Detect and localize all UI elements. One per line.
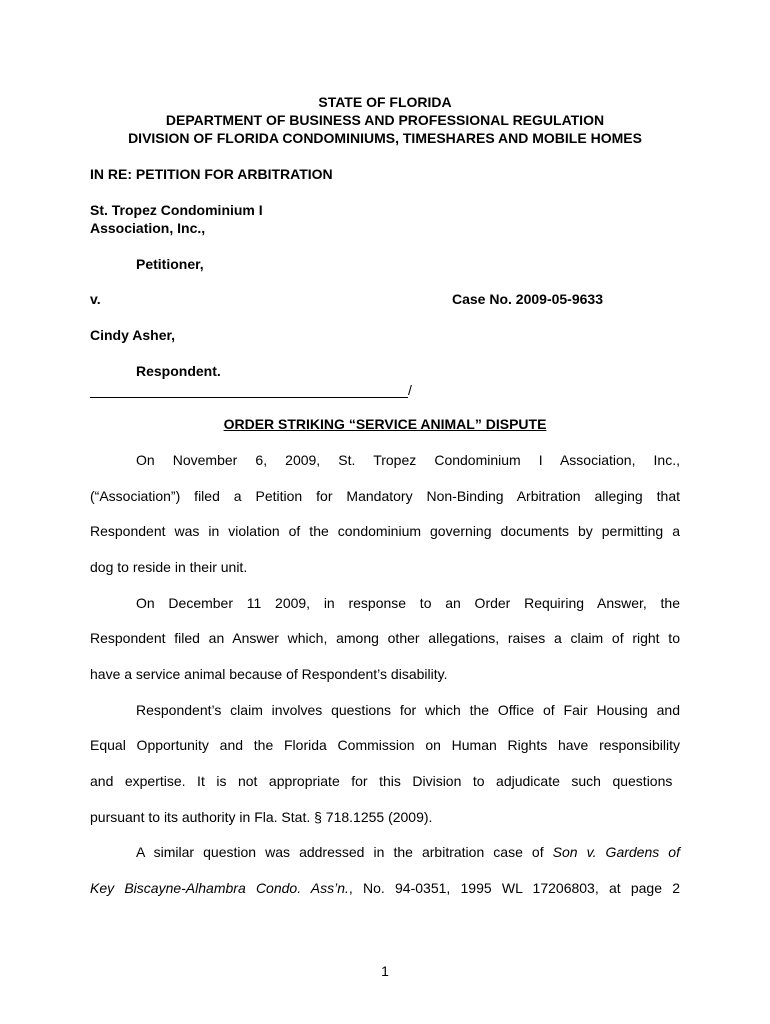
p4-line1-text: A similar question was addressed in the arbitration case of [136, 844, 553, 860]
order-title: ORDER STRIKING “SERVICE ANIMAL” DISPUTE [223, 416, 547, 432]
p1-line2: (“Association”) filed a Petition for Mandatory Non-Binding Arbitration alleging that [90, 488, 680, 504]
p2-line1: On December 11 2009, in response to an Order Requiring Answer, the [136, 595, 680, 611]
header-state: STATE OF FLORIDA [318, 94, 452, 110]
caption-rule [90, 397, 408, 398]
p3-line2: Equal Opportunity and the Florida Commission on Human Rights have responsibility [90, 737, 680, 753]
p2-line3: have a service animal because of Respondent’s disability. [90, 666, 448, 682]
respondent-role: Respondent. [136, 363, 221, 379]
respondent-name: Cindy Asher, [90, 327, 176, 343]
petitioner-name-line1: St. Tropez Condominium I [90, 202, 263, 218]
p1-line3: Respondent was in violation of the condominium governing documents by permitting a [90, 523, 680, 539]
page-number: 1 [381, 963, 389, 979]
p4-line1 [136, 844, 680, 861]
p1-line4: dog to reside in their unit. [90, 559, 248, 575]
p1-line1: On November 6, 2009, St. Tropez Condominium I Association, Inc., [136, 452, 680, 468]
p4-line2-case-name: Key Biscayne-Alhambra Condo. Ass’n. [90, 880, 349, 896]
p4-line2 [90, 880, 680, 897]
petitioner-name-line2: Association, Inc., [90, 220, 206, 236]
caption-slash: / [408, 382, 412, 398]
header-department: DEPARTMENT OF BUSINESS AND PROFESSIONAL REGULATION [165, 112, 605, 128]
p3-line1: Respondent’s claim involves questions for which the Office of Fair Housing and [136, 702, 680, 718]
p3-line3: and expertise. It is not appropriate for this Division to adjudicate such questions [90, 773, 673, 789]
in-re-line: IN RE: PETITION FOR ARBITRATION [90, 166, 333, 182]
p4-line1-case-name: Son v. Gardens of [552, 844, 680, 860]
p4-line2-text: , No. 94-0351, 1995 WL 17206803, at page 2 [348, 880, 680, 896]
petitioner-role: Petitioner, [136, 256, 204, 272]
case-number: Case No. 2009-05-9633 [452, 291, 603, 307]
p2-line2: Respondent filed an Answer which, among other allegations, raises a claim of right to [90, 630, 680, 646]
versus: v. [90, 291, 101, 307]
p3-line4: pursuant to its authority in Fla. Stat. § 718.1255 (2009). [90, 809, 433, 825]
header-division: DIVISION OF FLORIDA CONDOMINIUMS, TIMESHARES AND MOBILE HOMES [128, 130, 642, 146]
